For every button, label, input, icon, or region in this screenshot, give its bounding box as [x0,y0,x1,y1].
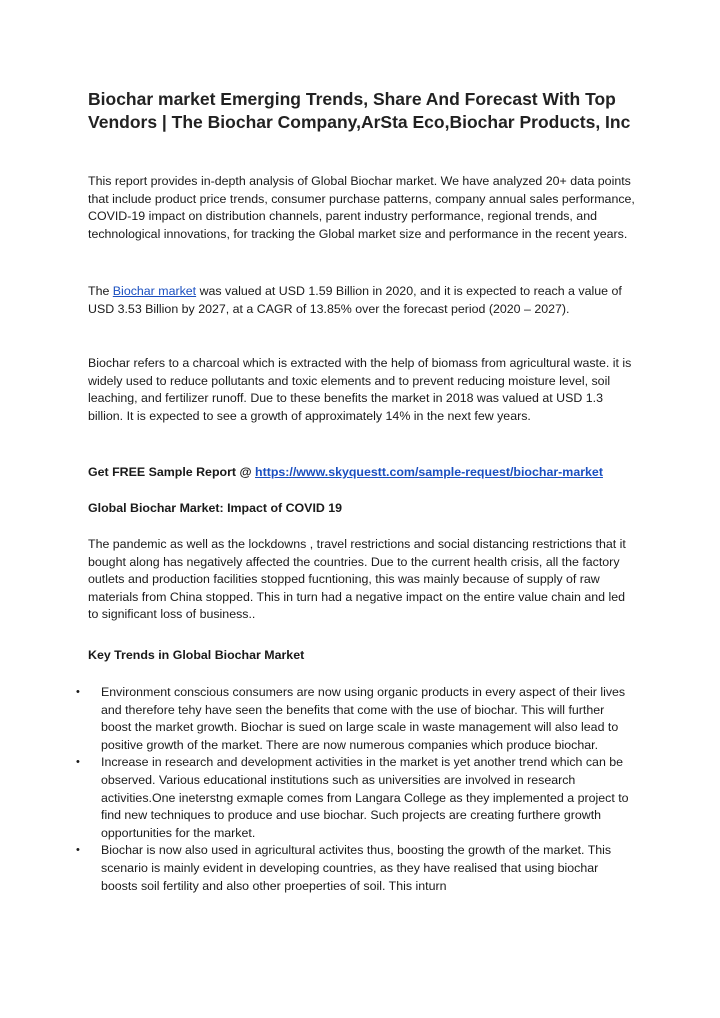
trend-list-item [76,684,636,754]
trend-list-item [76,842,636,895]
trend-list-item [76,754,636,842]
definition-paragraph: Biochar refers to a charcoal which is extracted with the help of biomass from agricultural waste. it is widely used to reduce pollutants and toxic elements and to prevent reducing moisture level, soil leaching, and fertilizer runoff. Due to these benefits the market in 2018 was valued at USD 1.3 billion. It is expected to see a growth of approximately 14% in the next few years. [88,356,632,423]
covid-heading: Global Biochar Market: Impact of COVID 19 [88,501,343,515]
trends-list [76,684,636,895]
sample-report-label: Get FREE Sample Report @ [88,465,255,479]
market-value-paragraph [88,283,636,318]
market-value-suffix: was valued at USD 1.59 Billion in 2020, and it is expected to reach a value of USD 3.53 Billion by 2027, at a CAGR of 13.85% over the forecast period (2020 – 2027). [88,284,622,316]
sample-report-line [88,464,636,482]
trend-text: Increase in research and development activities in the market is yet another trend which can be observed. Various educational institutions such as universities are involved in research activities.One ineterstng exmaple comes from Langara College as they implemented a project to find new techniques to produce and use biochar. Such projects are creating furthere growth opportunities for the market. [101,755,629,840]
bullet-icon: • [76,844,80,857]
bullet-icon: • [76,756,80,769]
bullet-icon: • [76,686,80,698]
trends-heading: Key Trends in Global Biochar Market [88,648,305,662]
biochar-market-link[interactable]: Biochar market [112,284,197,298]
trend-text: Environment conscious consumers are now using organic products in every aspect of their lives and therefore tehy have seen the benefits that come with the use of biochar. This will further boost the market growth. Biochar is sued on large scale in waste management will also lead to positive growth of the market. There are now numerous companies which produce biochar. [101,685,626,752]
document-title: Biochar market Emerging Trends, Share And Forecast With Top Vendors | The Biochar Company,ArSta Eco,Biochar Products, Inc [88,89,631,132]
intro-paragraph: This report provides in-depth analysis of Global Biochar market. We have analyzed 20+ data points that include product price trends, consumer purchase patterns, company annual sales performance, COVID-19 impact on distribution channels, parent industry performance, regional trends, and technological innovations, for tracking the Global market size and performance in the recent years. [88,174,635,241]
market-value-prefix: The [88,284,113,298]
sample-report-link[interactable]: https://www.skyquestt.com/sample-request/biochar-market [255,465,603,479]
trend-text: Biochar is now also used in agricultural activites thus, boosting the growth of the market. This scenario is mainly evident in developing countries, as they have realised that using biochar boosts soil fertility and also other proeperties of soil. This inturn [101,843,612,893]
covid-paragraph: The pandemic as well as the lockdowns , travel restrictions and social distancing restrictions that it bought along has negatively affected the countries. Due to the current health crisis, all the factory outlets and production facilities stopped fucntioning, this was mainly because of supply of raw materials from China stopped. This in turn had a negative impact on the entire value chain and led to significant loss of business.. [88,537,626,622]
